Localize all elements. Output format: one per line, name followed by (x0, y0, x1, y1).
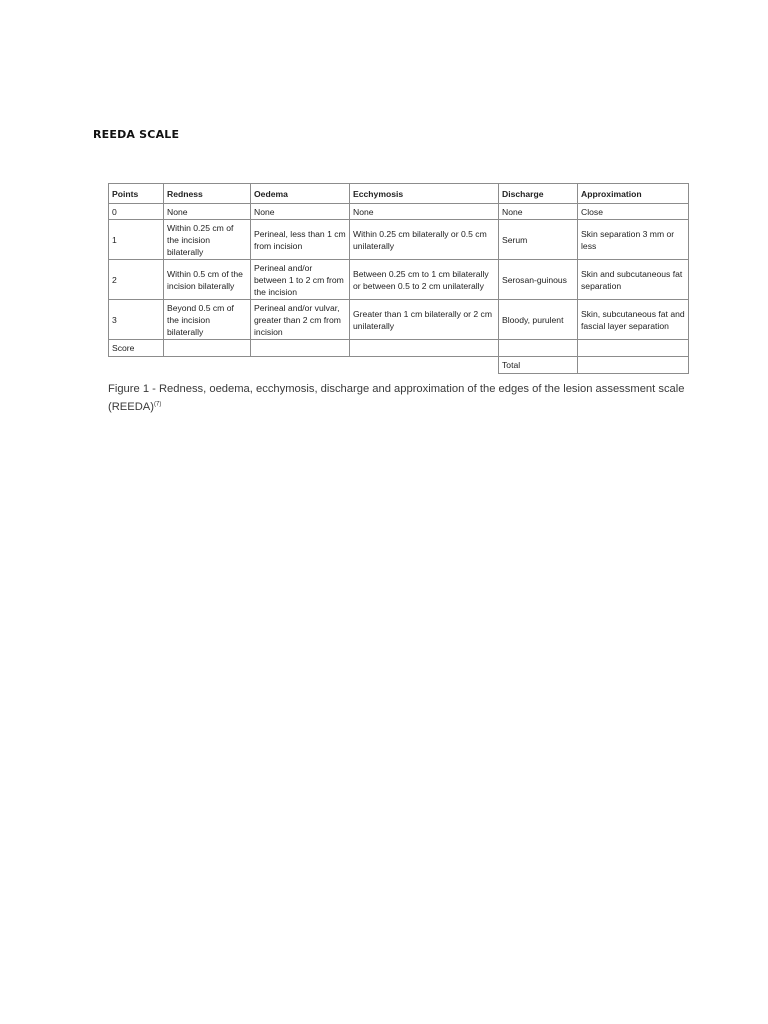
cell-approximation: Skin separation 3 mm or less (578, 220, 689, 260)
header-redness: Redness (164, 184, 251, 204)
table-header-row (109, 184, 689, 204)
cell-points: 0 (109, 204, 164, 220)
score-cell-ecchymosis (350, 340, 499, 357)
score-cell-discharge (499, 340, 578, 357)
cell-discharge: Serosan-guinous (499, 260, 578, 300)
table-row (109, 220, 689, 260)
cell-redness: Beyond 0.5 cm of the incision bilaterally (164, 300, 251, 340)
score-cell-approximation (578, 340, 689, 357)
total-spacer (109, 357, 164, 374)
figure-caption (108, 380, 692, 416)
header-points: Points (109, 184, 164, 204)
total-label: Total (499, 357, 578, 374)
cell-ecchymosis: Between 0.25 cm to 1 cm bilaterally or between 0.5 to 2 cm unilaterally (350, 260, 499, 300)
cell-redness: Within 0.5 cm of the incision bilaterally (164, 260, 251, 300)
header-discharge: Discharge (499, 184, 578, 204)
cell-redness: Within 0.25 cm of the incision bilaterally (164, 220, 251, 260)
cell-discharge: Bloody, purulent (499, 300, 578, 340)
page-title: REEDA SCALE (93, 128, 180, 141)
header-oedema: Oedema (251, 184, 350, 204)
score-label: Score (109, 340, 164, 357)
cell-oedema: Perineal, less than 1 cm from incision (251, 220, 350, 260)
cell-discharge: None (499, 204, 578, 220)
total-spacer (164, 357, 251, 374)
cell-ecchymosis: Greater than 1 cm bilaterally or 2 cm unilaterally (350, 300, 499, 340)
caption-text: Figure 1 - Redness, oedema, ecchymosis, discharge and approximation of the edges of the lesion assessment scale (REEDA) (108, 383, 685, 413)
total-row (109, 357, 689, 374)
cell-oedema: Perineal and/or between 1 to 2 cm from the incision (251, 260, 350, 300)
cell-approximation: Close (578, 204, 689, 220)
header-ecchymosis: Ecchymosis (350, 184, 499, 204)
total-value-cell (578, 357, 689, 374)
cell-points: 3 (109, 300, 164, 340)
score-row (109, 340, 689, 357)
cell-oedema: Perineal and/or vulvar, greater than 2 cm from incision (251, 300, 350, 340)
header-approximation: Approximation (578, 184, 689, 204)
cell-approximation: Skin, subcutaneous fat and fascial layer separation (578, 300, 689, 340)
reeda-scale-table (108, 183, 689, 374)
cell-approximation: Skin and subcutaneous fat separation (578, 260, 689, 300)
table-row (109, 260, 689, 300)
score-cell-redness (164, 340, 251, 357)
cell-oedema: None (251, 204, 350, 220)
cell-discharge: Serum (499, 220, 578, 260)
total-spacer (350, 357, 499, 374)
cell-ecchymosis: None (350, 204, 499, 220)
cell-redness: None (164, 204, 251, 220)
table-row (109, 300, 689, 340)
caption-reference: (7) (154, 401, 162, 408)
cell-ecchymosis: Within 0.25 cm bilaterally or 0.5 cm unilaterally (350, 220, 499, 260)
cell-points: 1 (109, 220, 164, 260)
score-cell-oedema (251, 340, 350, 357)
table-row (109, 204, 689, 220)
cell-points: 2 (109, 260, 164, 300)
total-spacer (251, 357, 350, 374)
